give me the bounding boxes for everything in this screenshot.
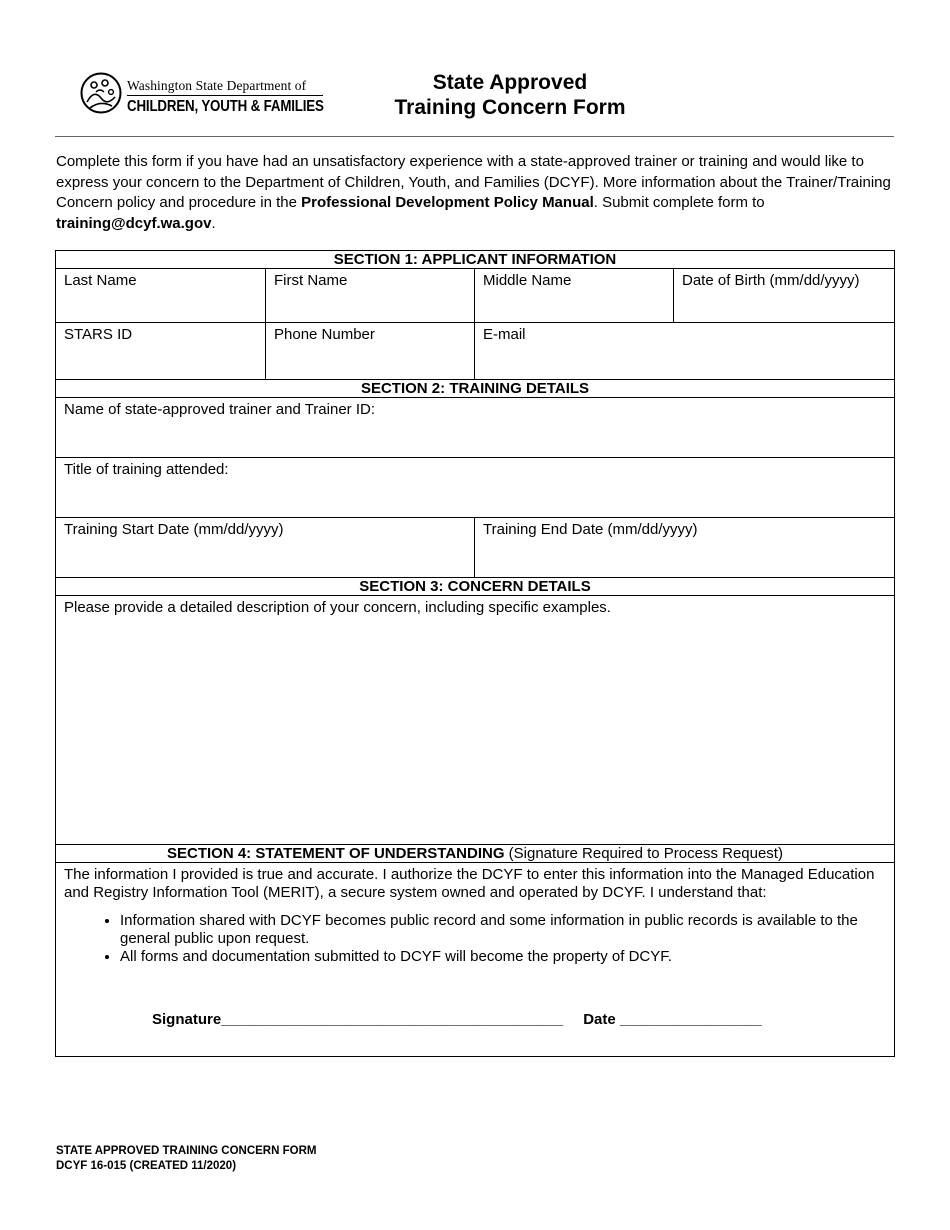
trainer-name-field[interactable] <box>56 398 895 458</box>
intro-text-1: Complete this form if you have had an unsatisfactory experience with a state-approved trainer or training and would like to express your concern to the Department of Children, Youth, and Families (DCYF). More information about the Trainer/Training Concern policy and procedure in the <box>56 153 891 211</box>
first-name-field[interactable] <box>266 269 475 323</box>
middle-name-label: Middle Name <box>483 272 572 289</box>
training-end-date-label: Training End Date (mm/dd/yyyy) <box>483 521 698 538</box>
stars-id-field[interactable] <box>56 323 266 380</box>
form-title-line2: Training Concern Form <box>394 96 626 119</box>
training-start-date-field[interactable] <box>56 518 475 578</box>
intro-text-3: . <box>211 214 216 232</box>
dcyf-logo <box>80 72 330 118</box>
contact-email: training@dcyf.wa.gov <box>56 214 212 232</box>
training-end-date-field[interactable] <box>475 518 895 578</box>
logo-department-text: Washington State Department of <box>127 78 307 93</box>
first-name-label: First Name <box>274 272 348 289</box>
form-title-line1: State Approved <box>432 71 588 94</box>
footer-form-number: DCYF 16-015 (CREATED 11/2020) <box>56 1160 237 1172</box>
section4-note: (Signature Required to Process Request) <box>504 845 783 862</box>
statement-bullet-list <box>64 912 886 966</box>
date-of-birth-field[interactable] <box>674 269 895 323</box>
phone-number-label: Phone Number <box>274 326 375 343</box>
concern-description-label: Please provide a detailed description of your concern, including specific examples. <box>64 599 611 616</box>
signature-field[interactable]: Signature_________________________________________ <box>152 1011 564 1028</box>
date-of-birth-label: Date of Birth (mm/dd/yyyy) <box>682 272 860 289</box>
stars-id-label: STARS ID <box>64 326 133 343</box>
footer-form-name: STATE APPROVED TRAINING CONCERN FORM <box>56 1145 317 1157</box>
intro-paragraph <box>56 152 896 234</box>
header-divider <box>55 136 894 137</box>
concern-description-field[interactable] <box>56 596 895 845</box>
section4-heading <box>56 845 895 863</box>
statement-of-understanding <box>56 863 895 1057</box>
training-start-date-label: Training Start Date (mm/dd/yyyy) <box>64 521 284 538</box>
phone-number-field[interactable] <box>266 323 475 380</box>
concern-form-table <box>55 250 895 1057</box>
logo-divider <box>127 95 323 96</box>
last-name-label: Last Name <box>64 272 137 289</box>
last-name-field[interactable] <box>56 269 266 323</box>
signature-line <box>64 1011 886 1029</box>
middle-name-field[interactable] <box>475 269 674 323</box>
statement-text: The information I provided is true and accurate. I authorize the DCYF to enter this information into the Managed Education and Registry Information Tool (MERIT), a secure system owned and operated by DCYF. I understand that: <box>64 866 875 901</box>
form-footer <box>56 1144 316 1174</box>
section3-heading: SECTION 3: CONCERN DETAILS <box>56 578 895 596</box>
statement-bullet-public-record: • Information shared with DCYF becomes public record and some information in public records is available to the general public upon request. <box>120 912 886 948</box>
email-label: E-mail <box>483 326 526 343</box>
training-title-field[interactable] <box>56 458 895 518</box>
trainer-name-label: Name of state-approved trainer and Trainer ID: <box>64 401 375 418</box>
family-logo-icon <box>80 72 122 114</box>
section1-heading: SECTION 1: APPLICANT INFORMATION <box>56 251 895 269</box>
section4-title: SECTION 4: STATEMENT OF UNDERSTANDING <box>167 845 505 862</box>
section2-heading: SECTION 2: TRAINING DETAILS <box>56 380 895 398</box>
policy-manual-reference: Professional Development Policy Manual <box>301 194 594 211</box>
logo-agency-text: CHILDREN, YOUTH & FAMILIES <box>127 98 324 115</box>
statement-bullet-property: • All forms and documentation submitted to DCYF will become the property of DCYF. <box>120 948 886 966</box>
date-field[interactable]: Date _________________ <box>583 1011 762 1028</box>
form-title <box>355 70 665 120</box>
intro-text-2: . Submit complete form to <box>593 194 765 211</box>
training-title-label: Title of training attended: <box>64 461 229 478</box>
email-field[interactable] <box>475 323 895 380</box>
